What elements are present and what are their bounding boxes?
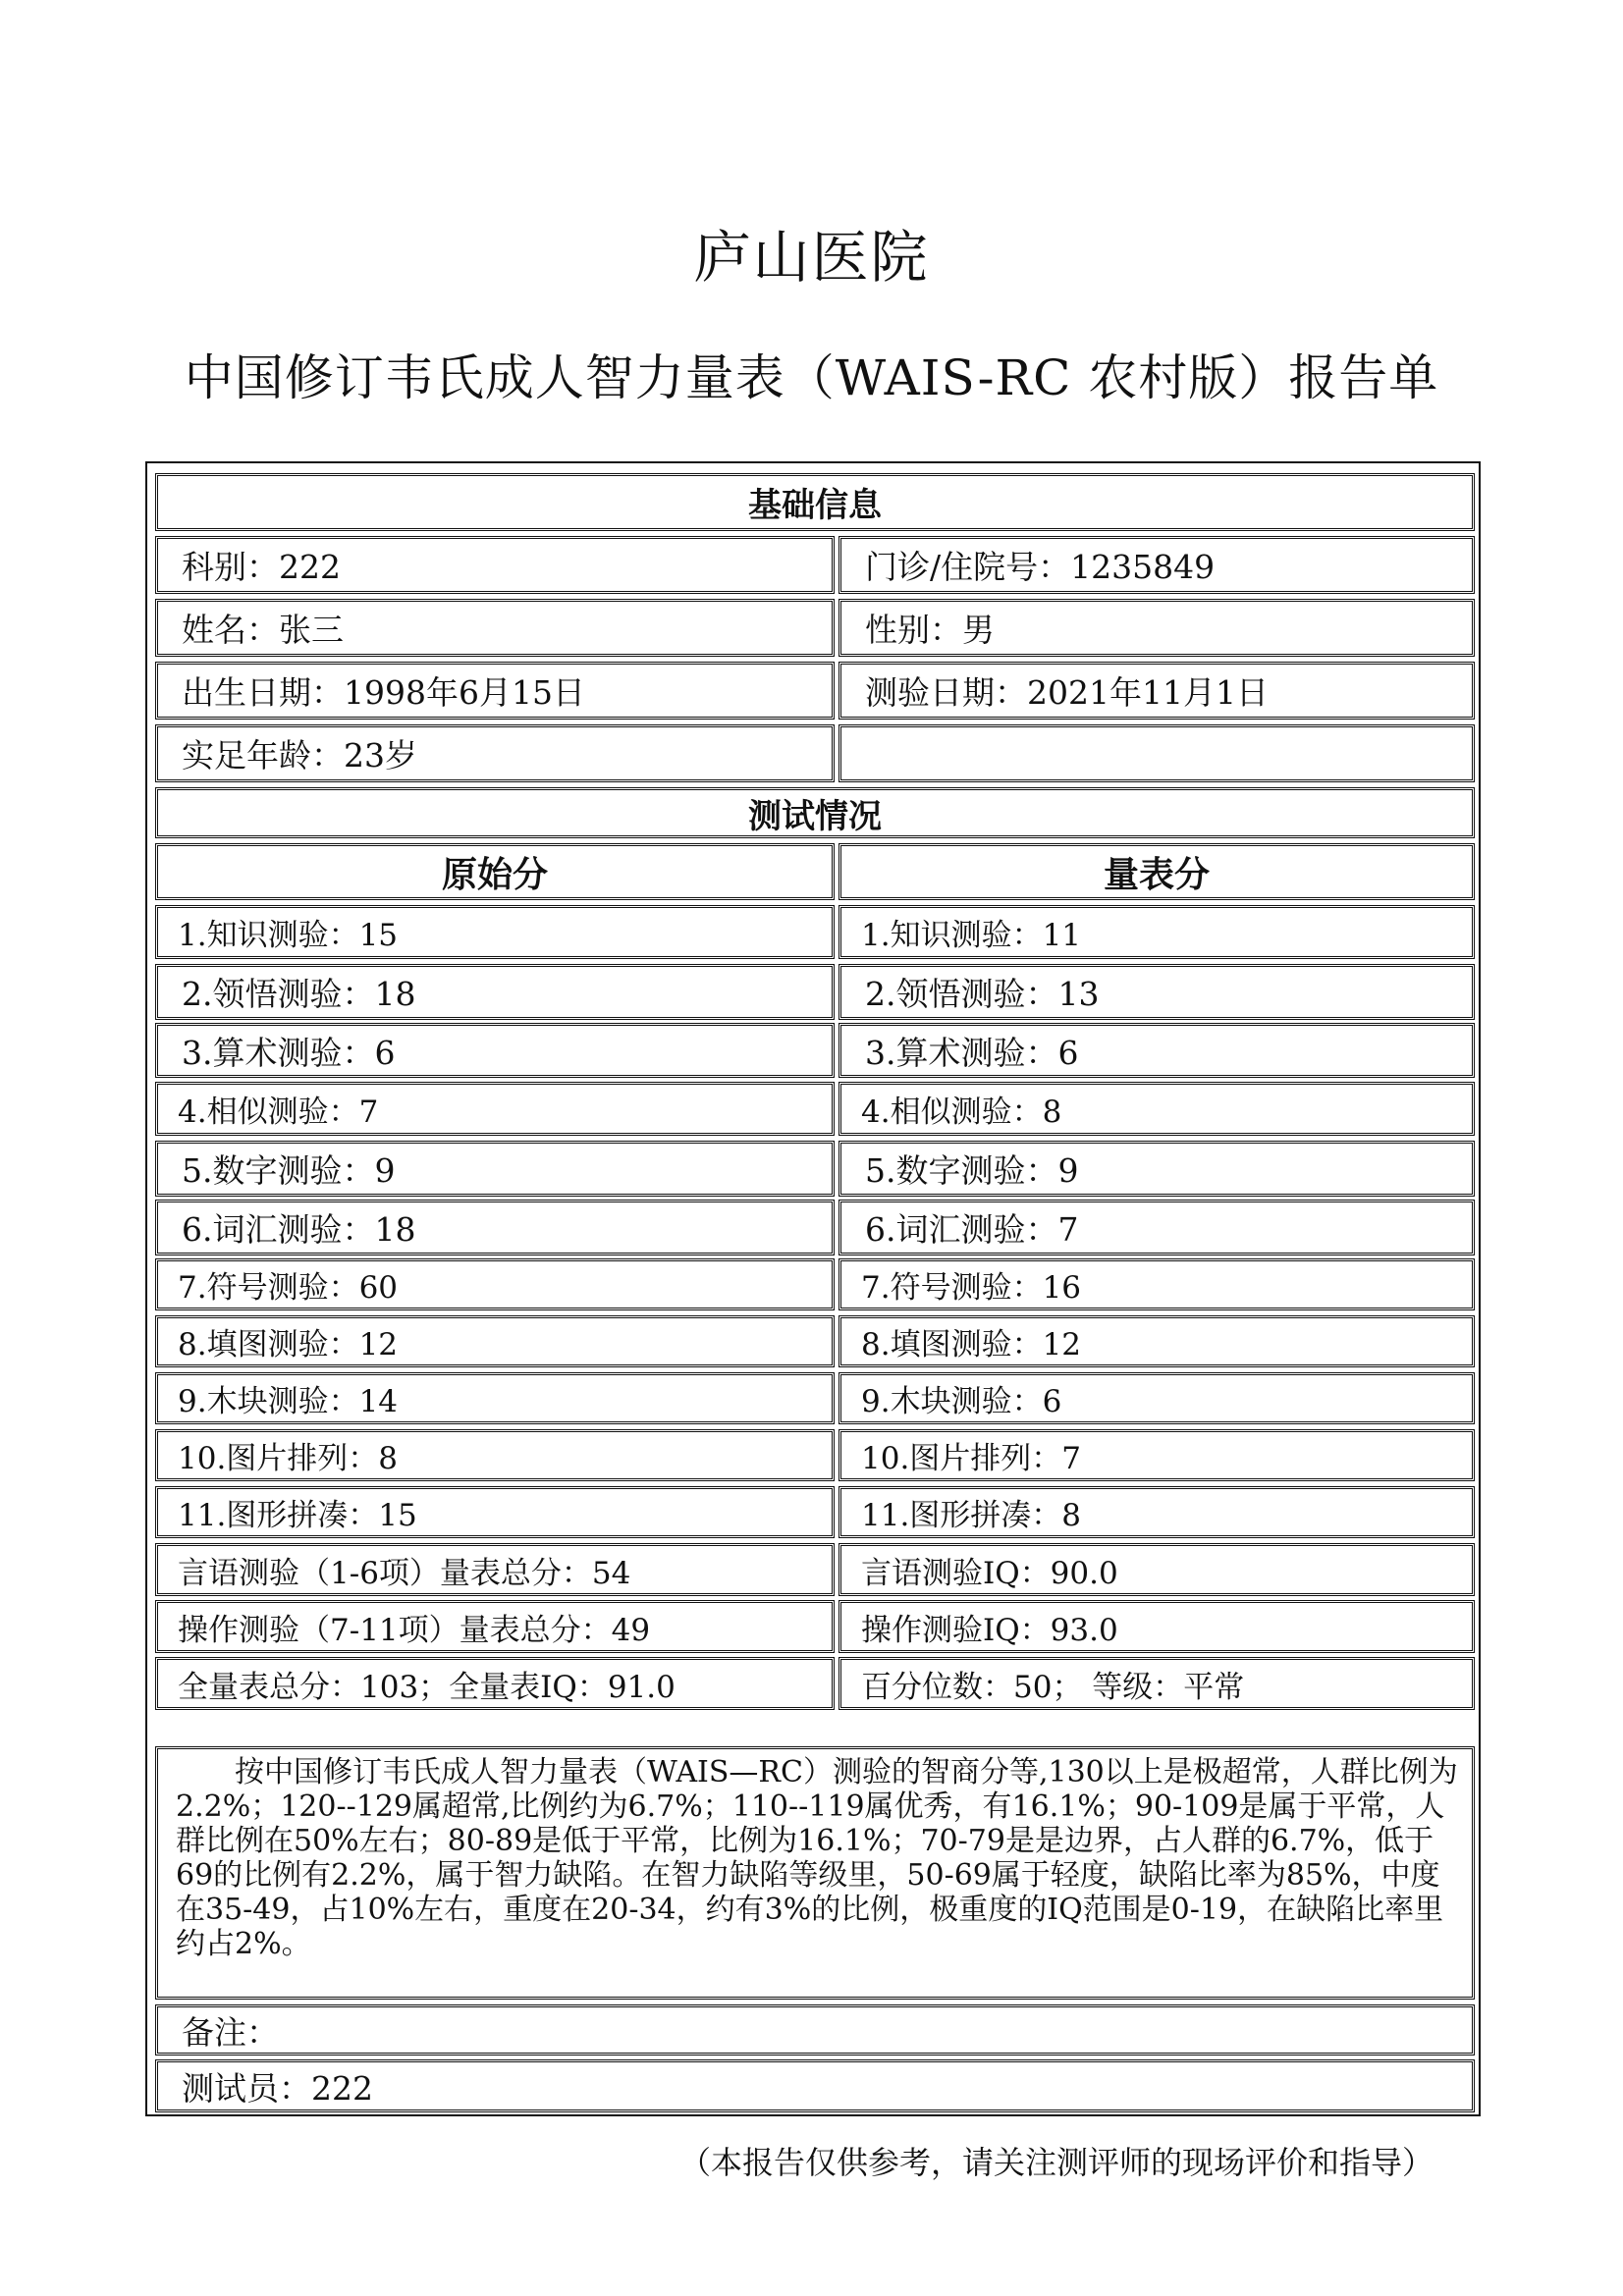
- name-field: 姓名：张三: [155, 599, 835, 657]
- report-title: 中国修订韦氏成人智力量表（WAIS-RC 农村版）报告单: [184, 349, 1439, 406]
- age-field: 实足年龄：23岁: [155, 724, 835, 782]
- scaled-score-item: 11.图形拼凑：8: [839, 1486, 1475, 1538]
- iq-explanation: 按中国修订韦氏成人智力量表（WAIS—RC）测验的智商分等,130以上是极超常，人群比例为2.2%；120--129属超常,比例约为6.7%；110--119属优秀，有16.1%；90-109是属于平常，人群比例在50%左右；80-89是低于平常，比例为16.1%；70-79是是边界，占人群的6.7%，低于69的比例有2.2%，属于智力缺陷。在智力缺陷等级里，50-69属于轻度，缺陷比率为85%，中度在35-49，占10%左右，重度在20-34，约有3%的比例，极重度的IQ范围是0-19，在缺陷比率里约占2%。: [155, 1746, 1475, 2000]
- raw-score-item: 9.木块测验：14: [155, 1372, 835, 1424]
- raw-score-item: 6.词汇测验：18: [155, 1200, 835, 1255]
- scaled-score-item: 2.领悟测验：13: [839, 964, 1475, 1020]
- tester-field: 测试员：222: [155, 2059, 1475, 2112]
- summary-left: 言语测验（1-6项）量表总分：54: [155, 1543, 835, 1596]
- empty-field: [839, 724, 1475, 782]
- remarks-field: 备注：: [155, 2004, 1475, 2056]
- summary-right: 百分位数：50； 等级：平常: [839, 1657, 1475, 1710]
- footer-disclaimer: （本报告仅供参考，请关注测评师的现场评价和指导）: [678, 2144, 1434, 2181]
- scaled-score-item: 7.符号测验：16: [839, 1258, 1475, 1310]
- raw-score-item: 2.领悟测验：18: [155, 964, 835, 1020]
- section-basic-info: 基础信息: [155, 473, 1475, 531]
- scaled-score-item: 8.填图测验：12: [839, 1315, 1475, 1367]
- test-date-field: 测验日期：2021年11月1日: [839, 662, 1475, 720]
- raw-score-item: 3.算术测验：6: [155, 1023, 835, 1078]
- raw-score-item: 5.数字测验：9: [155, 1141, 835, 1197]
- raw-score-item: 11.图形拼凑：15: [155, 1486, 835, 1538]
- scaled-score-item: 10.图片排列：7: [839, 1429, 1475, 1481]
- scaled-score-header: 量表分: [839, 843, 1475, 900]
- scaled-score-item: 1.知识测验：11: [839, 905, 1475, 959]
- scaled-score-item: 5.数字测验：9: [839, 1141, 1475, 1197]
- section-test-status: 测试情况: [155, 787, 1475, 838]
- raw-score-item: 4.相似测验：7: [155, 1082, 835, 1136]
- scaled-score-item: 3.算术测验：6: [839, 1023, 1475, 1078]
- summary-left: 全量表总分：103；全量表IQ：91.0: [155, 1657, 835, 1710]
- report-table: [145, 461, 1481, 2116]
- scaled-score-item: 6.词汇测验：7: [839, 1200, 1475, 1255]
- raw-score-item: 8.填图测验：12: [155, 1315, 835, 1367]
- summary-right: 操作测验IQ：93.0: [839, 1600, 1475, 1653]
- raw-score-item: 7.符号测验：60: [155, 1258, 835, 1310]
- summary-left: 操作测验（7-11项）量表总分：49: [155, 1600, 835, 1653]
- raw-score-header: 原始分: [155, 843, 835, 900]
- summary-right: 言语测验IQ：90.0: [839, 1543, 1475, 1596]
- raw-score-item: 1.知识测验：15: [155, 905, 835, 959]
- patient-number-field: 门诊/住院号：1235849: [839, 536, 1475, 594]
- hospital-name: 庐山医院: [693, 224, 930, 291]
- birth-date-field: 出生日期：1998年6月15日: [155, 662, 835, 720]
- scaled-score-item: 9.木块测验：6: [839, 1372, 1475, 1424]
- gender-field: 性别：男: [839, 599, 1475, 657]
- scaled-score-item: 4.相似测验：8: [839, 1082, 1475, 1136]
- department-field: 科别：222: [155, 536, 835, 594]
- raw-score-item: 10.图片排列：8: [155, 1429, 835, 1481]
